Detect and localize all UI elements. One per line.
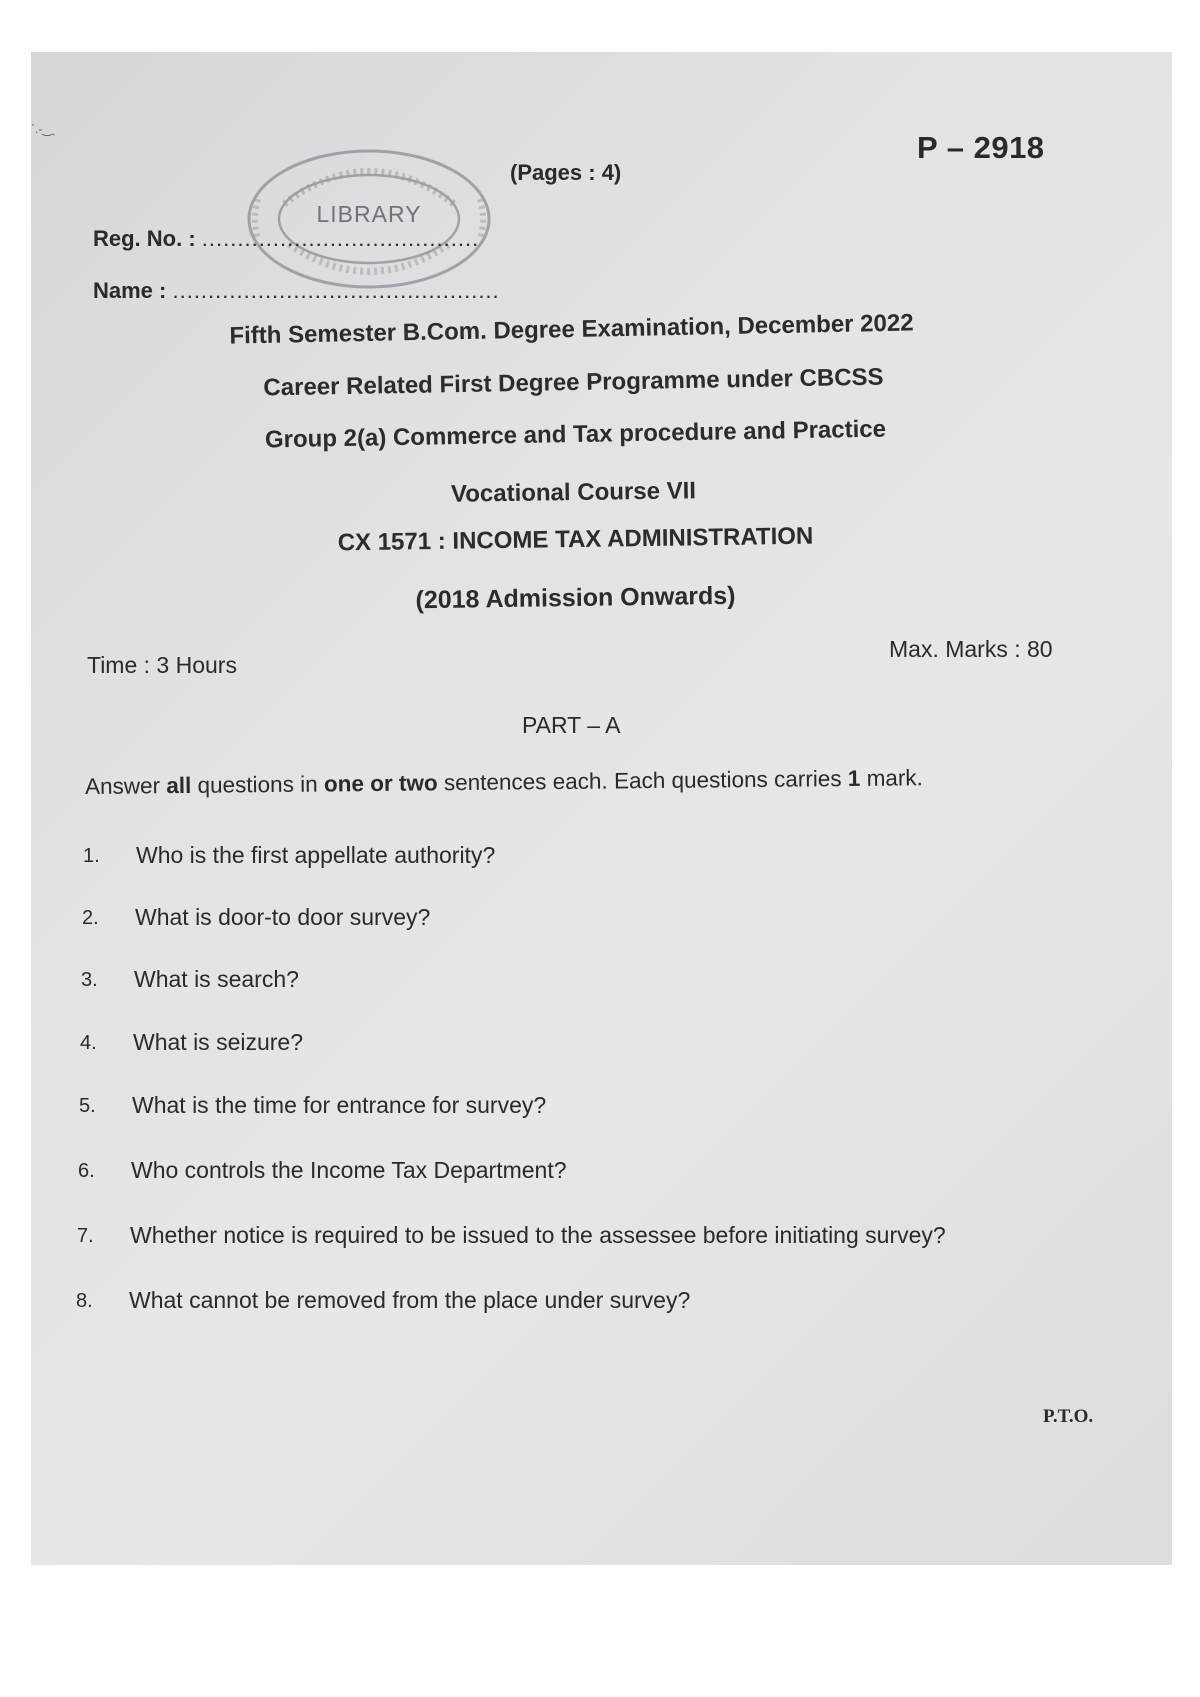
instruction-text-4: mark. — [860, 765, 924, 791]
instruction-bold-1: all — [166, 772, 192, 799]
stamp-center-text: LIBRARY — [316, 201, 422, 227]
question-text: Whether notice is required to be issued to the assessee before initiating survey? — [130, 1222, 946, 1248]
pages-count: (Pages : 4) — [510, 160, 622, 185]
instruction-bold-2: one or two — [323, 770, 438, 797]
instruction-text-2: questions in — [191, 771, 325, 798]
group-title: Group 2(a) Commerce and Tax procedure and Practice — [264, 415, 887, 454]
question-number: 5. — [79, 1095, 96, 1117]
pto-note: P.T.O. — [1043, 1406, 1094, 1427]
question-number: 7. — [77, 1225, 94, 1247]
question-text: Who controls the Income Tax Department? — [131, 1157, 567, 1183]
reg-no-field — [93, 226, 479, 252]
exam-title: Fifth Semester B.Com. Degree Examination, December 2022 — [229, 309, 914, 350]
question-text: What is the time for entrance for survey? — [132, 1092, 547, 1118]
question-text: What is seizure? — [133, 1029, 304, 1055]
question-number: 4. — [80, 1032, 97, 1054]
reg-no-label: Reg. No. : — [93, 226, 196, 251]
paper-code: P – 2918 — [917, 130, 1045, 165]
question-number: 3. — [81, 969, 98, 991]
instruction-text-3: sentences each. Each questions carries — [437, 766, 848, 796]
admission-note: (2018 Admission Onwards) — [415, 581, 736, 615]
question-number: 1. — [83, 845, 100, 867]
programme-title: Career Related First Degree Programme under CBCSS — [263, 363, 884, 402]
library-stamp-icon — [244, 144, 494, 294]
subject-title: CX 1571 : INCOME TAX ADMINISTRATION — [337, 522, 814, 557]
max-marks: Max. Marks : 80 — [889, 636, 1053, 662]
part-heading: PART – A — [522, 712, 621, 738]
question-text: What cannot be removed from the place under survey? — [129, 1287, 691, 1313]
question-text: What is door-to door survey? — [135, 904, 431, 930]
exam-duration: Time : 3 Hours — [87, 652, 237, 678]
instruction-text-1: Answer — [84, 773, 167, 799]
margin-scribble: ˋ.-‿ˎ — [31, 122, 56, 136]
question-text: Who is the first appellate authority? — [136, 842, 496, 868]
question-number: 8. — [76, 1290, 93, 1312]
name-label: Name : — [93, 278, 167, 303]
question-number: 2. — [82, 907, 99, 929]
name-field — [93, 278, 500, 304]
name-dots: .............................................. — [172, 278, 500, 303]
instructions — [85, 765, 923, 800]
exam-paper-sheet — [31, 52, 1172, 1565]
course-title: Vocational Course VII — [450, 477, 697, 508]
reg-no-dots: ....................................... — [201, 226, 480, 251]
question-text: What is search? — [134, 966, 299, 992]
instruction-bold-3: 1 — [847, 765, 861, 792]
question-number: 6. — [78, 1160, 95, 1182]
